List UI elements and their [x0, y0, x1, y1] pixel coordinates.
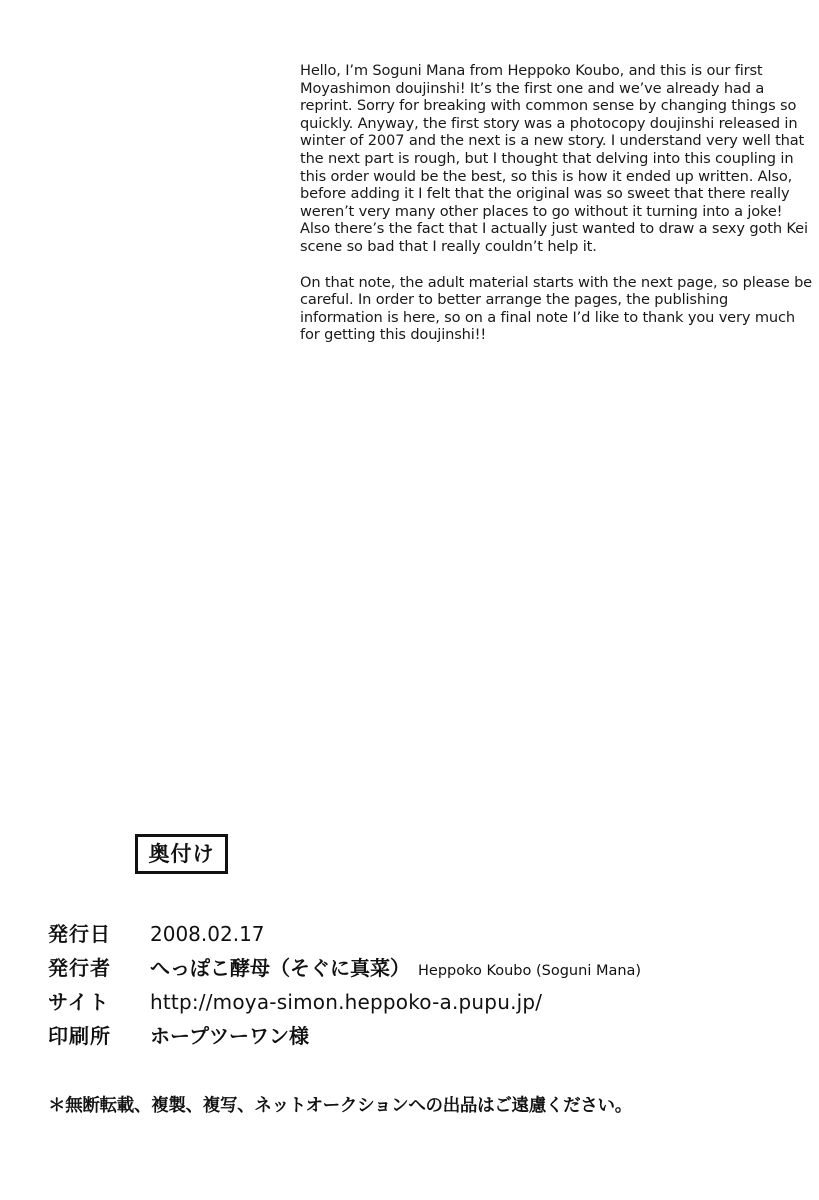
publisher-label: 発行者	[48, 956, 111, 980]
printer-value: ホープツーワン様	[150, 1024, 309, 1048]
publishing-info	[48, 918, 641, 1054]
site-url: http://moya-simon.heppoko-a.pupu.jp/	[150, 990, 543, 1014]
colophon-heading: 奥付け	[135, 834, 228, 874]
date-label: 発行日	[48, 922, 111, 946]
info-row-publisher	[48, 952, 641, 986]
publisher-value	[150, 952, 641, 981]
printer-label: 印刷所	[48, 1024, 111, 1048]
afterword-paragraph-1: Hello, I’m Soguni Mana from Heppoko Koubo, and this is our first Moyashimon doujinshi! It’s the first one and we’ve already had a reprint. Sorry for breaking with common sense by changing things so quickly. Anyway, the first story was a photocopy doujinshi released in winter of 2007 and the next is a new story. I understand very well that the next part is rough, but I thought that delving into this coupling in this order would be the best, so this is how it ended up written. Also, before adding it I felt that the original was so sweet that there really weren’t very many other places to go without it turning into a joke! Also there’s the fact that I actually just wanted to draw a sexy goth Kei scene so bad that I really couldn’t help it.	[300, 62, 808, 255]
info-row-printer	[48, 1020, 641, 1054]
info-row-date	[48, 918, 641, 952]
reproduction-notice: ＊無断転載、複製、複写、ネットオークションへの出品はご遠慮ください。	[48, 1096, 632, 1116]
publisher-name-jp: へっぽこ酵母（そぐに真菜）	[150, 956, 410, 980]
afterword-text	[300, 62, 812, 362]
info-row-site	[48, 986, 641, 1020]
date-value: 2008.02.17	[150, 922, 265, 946]
publisher-name-en: Heppoko Koubo (Soguni Mana)	[418, 963, 642, 979]
afterword-paragraph-2: On that note, the adult material starts with the next page, so please be careful. In order to better arrange the pages, the publishing information is here, so on a final note I’d like to thank you very much for getting this doujinshi!!	[300, 273, 813, 344]
site-label: サイト	[48, 990, 110, 1014]
